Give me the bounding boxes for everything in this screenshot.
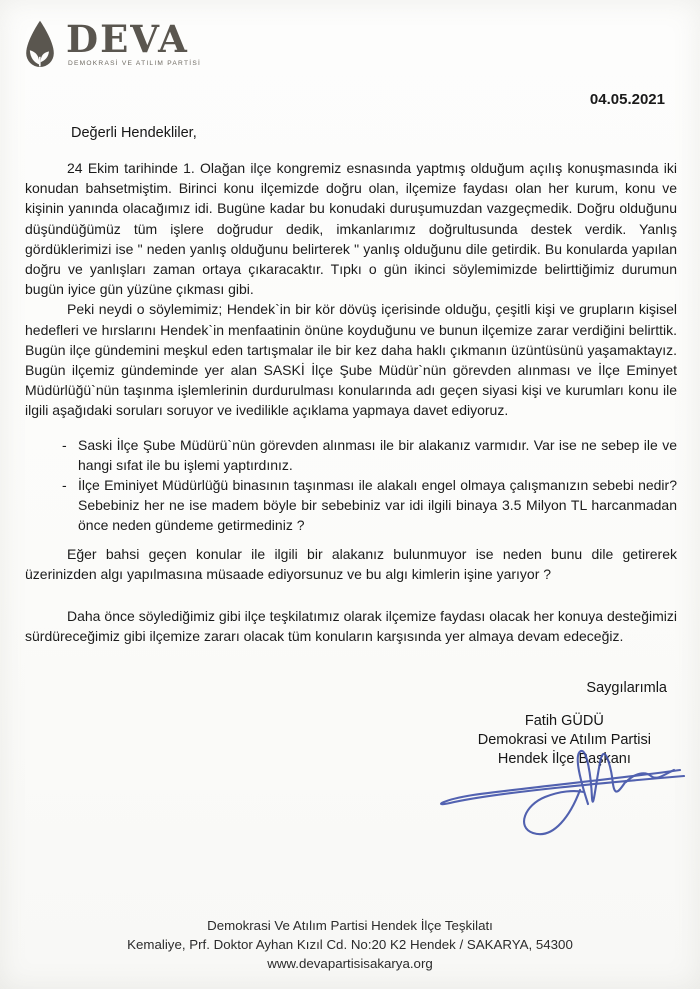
question-item-1 bbox=[62, 435, 677, 475]
signer-org: Demokrasi ve Atılım Partisi bbox=[477, 732, 651, 749]
handwritten-signature bbox=[428, 744, 690, 844]
brand-wordmark: DEVA bbox=[66, 17, 189, 61]
greeting: Değerli Hendekliler, bbox=[71, 125, 197, 141]
bullet-dash: - bbox=[62, 477, 67, 494]
paragraph-statement: Peki neydi o söylemimiz; Hendek`in bir kör dövüş içerisinde olduğu, çeşitli kişi ve grupların kişisel hedefleri ve hırslarını Hendek`in menfaatinin önüne koyduğunu ve bunun ilçemize zarar verdiğini belirttik. Bugün ilçe gündemini meşkul eden tartışmalar ile bir kez daha haklı çıkmanın üzüntüsünü yaşamaktayız. Bugün ilçemiz gündeminde yer alan SASKİ İlçe Şube Müdür`nün görevden alınması ve İlçe Eminyet Müdürlüğü`nün taşınma işlemlerinin durdurulması konularında adı geçen siyasi kişi ve kurumları konu ile ilgili aşağıdaki soruları soruyor ve ivedilikle açıklama yapmaya davet ediyoruz. bbox=[25, 301, 677, 419]
question-text-1: Saski İlçe Şube Müdürü`nün görevden alınması ile bir alakanız varmıdır. Var ise ne sebep ile ve hangi sıfat ile bu işlemi yaptırdınız. bbox=[78, 436, 677, 473]
water-drop-leaf-icon bbox=[22, 19, 58, 73]
paragraph-opening: 24 Ekim tarihinde 1. Olağan ilçe kongremiz esnasında yaptmış olduğum açılış konuşmasında iki konudan bahsetmiştim. Birinci konu ilçemizde doğru olan, ilçemize faydası olan her kurum, konu ve kişinin yanında olacağımız idi. Bugüne kadar bu konudaki duruşumuzdan vazgeçmedik. Doğru olduğunu düşündüğümüz tüm işlere doğrudur dedik, imkanlarımız doğrultusunda destek verdik. Yanlış gördüklerimizi ise " neden yanlış olduğunu belirterek " yanlış olduğunu dile getirdik. Bu konularda yapılan doğru ve yanlışları zaman ortaya çıkaracaktır. Tıpkı o gün ikinci söylemimizde belirttiğimiz durumun bugün iyice gün yüzüne çıkması gibi. bbox=[25, 160, 677, 298]
paragraph-question: Eğer bahsi geçen konular ile ilgili bir alakanız bulunmuyor ise neden bunu dile getirerek üzerinizden algı yapılmasına müsaade ediyorsunuz ve bu algı kimlerin işine yarıyor ? bbox=[25, 545, 677, 582]
question-list bbox=[25, 435, 677, 536]
question-text-2: İlçe Eminiyet Müdürlüğü binasının taşınması ile alakalı engel olmaya çalışmanızın sebebi nedir? Sebebiniz her ne ise madem böyle bir sebebiniz var idi ilgili binaya 3.5 Milyon TL harcanmadan önce neden gündeme getirmediniz ? bbox=[78, 477, 677, 534]
footer-website: www.devapartisisakarya.org bbox=[267, 956, 433, 971]
footer-organization: Demokrasi Ve Atılım Partisi Hendek İlçe Teşkilatı bbox=[207, 918, 493, 933]
footer-address: Kemaliye, Prf. Doktor Ayhan Kızıl Cd. No:20 K2 Hendek / SAKARYA, 54300 bbox=[127, 937, 573, 952]
signer-title: Hendek İlçe Başkanı bbox=[497, 751, 631, 768]
closing-salutation: Saygılarımla bbox=[586, 680, 667, 697]
letter-footer bbox=[0, 916, 700, 973]
deva-logo bbox=[22, 15, 677, 77]
paragraph-closing: Daha önce söylediğimiz gibi ilçe teşkilatımız olarak ilçemize faydası olacak her konuya desteğimizi sürdüreceğimiz gibi ilçemize zararı olacak tüm konuların karşısında yer almaya devam edeceğiz. bbox=[25, 608, 677, 645]
bullet-dash: - bbox=[62, 436, 67, 453]
letter-date: 04.05.2021 bbox=[589, 91, 665, 108]
question-item-2 bbox=[62, 475, 677, 536]
brand-tagline: DEMOKRASİ VE ATILIM PARTİSİ bbox=[68, 60, 202, 67]
signer-name: Fatih GÜDÜ bbox=[524, 713, 604, 730]
